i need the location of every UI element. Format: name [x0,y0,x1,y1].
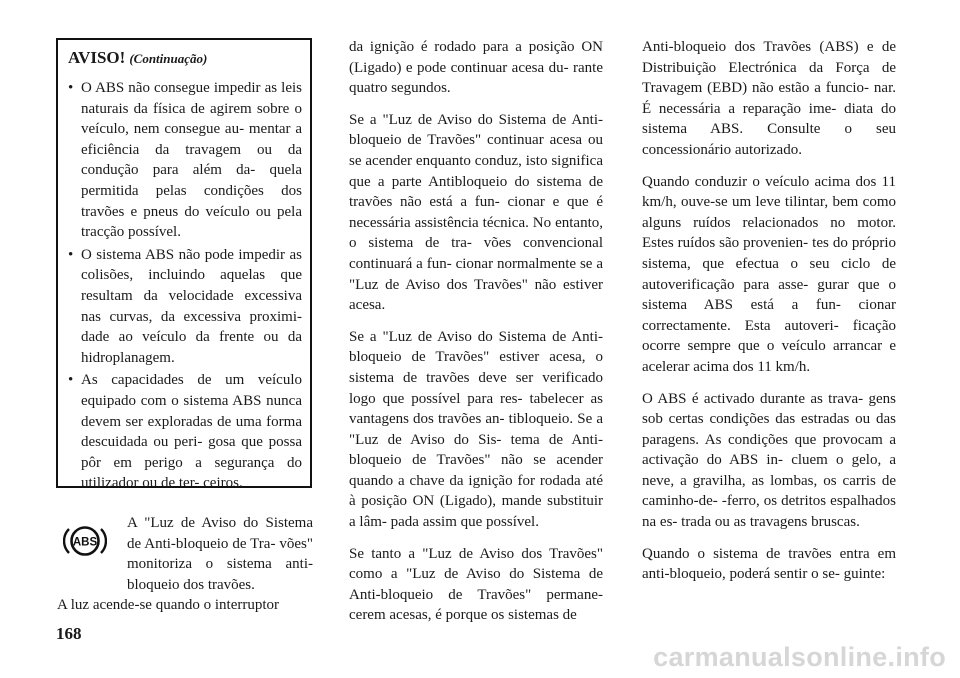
warning-bullet: • As capacidades de um veículo equipado com o sistema ABS nunca devem ser exploradas de uma forma descuidada ou peri- gosa que possa pôr em perigo a segurança do utilizador ou de ter- ceiros. [68,370,302,494]
page-number: 168 [56,624,82,643]
abs-light-lead: A "Luz de Aviso do Sistema de Anti-bloqueio de Tra- vões" monitoriza o sistema anti-bloqueio dos travões. [127,515,313,593]
paragraph: Se a "Luz de Aviso do Sistema de Anti-bloqueio de Travões" continuar acesa ou se acender enquanto conduz, isto significa que a parte Antibloqueio do sistema de travões não está a fun- cionar e que é necessária assistência técnica. No entanto, o sistema de tra- vões convencional continuará a fun- cionar normalmente se a "Luz de Aviso dos Travões" não estiver acesa. [349,111,603,314]
abs-icon-text: ABS [72,536,98,549]
paragraph: Se a "Luz de Aviso do Sistema de Anti-bloqueio de Travões" estiver acesa, o sistema de travões deve ser verificado logo que possível para res- tabelecer as vantagens dos travões an- tibloqueio. Se a "Luz de Aviso do Sis- tema de Anti-bloqueio de Travões" não se acender quando a chave da ignição for rodada até à posição ON (Ligado), mande substituir a lâm- pada assim que possível. [349,328,603,531]
warning-title: AVISO! [68,48,126,67]
watermark: carmanualsonline.info [653,642,946,672]
warning-box [56,38,312,492]
warning-bullet: • O sistema ABS não pode impedir as colisões, incluindo aquelas que resultam da velocidade excessiva nas curvas, da excessiva proximi- dade ao veículo da frente ou da hidroplanagem. [68,245,302,369]
warning-continued-label: (Continuação) [129,51,208,66]
paragraph: O ABS é activado durante as trava- gens sob certas condições das estradas ou das paragens. As condições que provocam a activação do ABS in- cluem o gelo, a neve, a gravilha, as lombas, os carris de caminho-de- -ferro, os detritos espalhados na es- trada ou as travagens bruscas. [642,390,896,531]
abs-light-rest: A luz acende-se quando o interruptor [57,597,280,614]
paragraph: Quando conduzir o veículo acima dos 11 km/h, ouve-se um leve tilintar, bem como alguns ruídos relacionados no motor. Estes ruídos são provenien- tes do próprio sistema, que efectua o seu ciclo de autoverificação para asse- gurar que o sistema ABS está a fun- cionar correctamente. Esta autoveri- ficação ocorre sempre que o veículo arrancar e acelerar acima dos 11 km/h. [642,173,896,375]
warning-bullet: • O ABS não consegue impedir as leis naturais da física de agirem sobre o veículo, nem consegue au- mentar a eficiência da travagem ou da condução para além da- quela permitida pelas condições dos travões e pneus do veículo ou pela tracção possível. [68,78,302,243]
paragraph: Se tanto a "Luz de Aviso dos Travões" como a "Luz de Aviso do Sistema de Anti-bloqueio de Travões" permane- cerem acesas, é porque os sistemas de [349,545,603,624]
paragraph: da ignição é rodado para a posição ON (Ligado) e pode continuar acesa du- rante quatro segundos. [349,39,603,97]
text-column-3 [642,37,896,596]
warning-bullet-list [68,78,302,494]
text-column-2 [349,37,603,637]
paragraph: Quando o sistema de travões entra em anti-bloqueio, poderá sentir o se- guinte: [642,545,896,583]
warning-heading [68,48,302,68]
abs-light-paragraph [57,513,313,616]
paragraph: Anti-bloqueio dos Travões (ABS) e de Distribuição Electrónica da Força de Travagem (EBD) não estão a funcio- nar. É necessária a reparação ime- diata do sistema ABS. Consulte o seu concessionário autorizado. [642,39,896,158]
